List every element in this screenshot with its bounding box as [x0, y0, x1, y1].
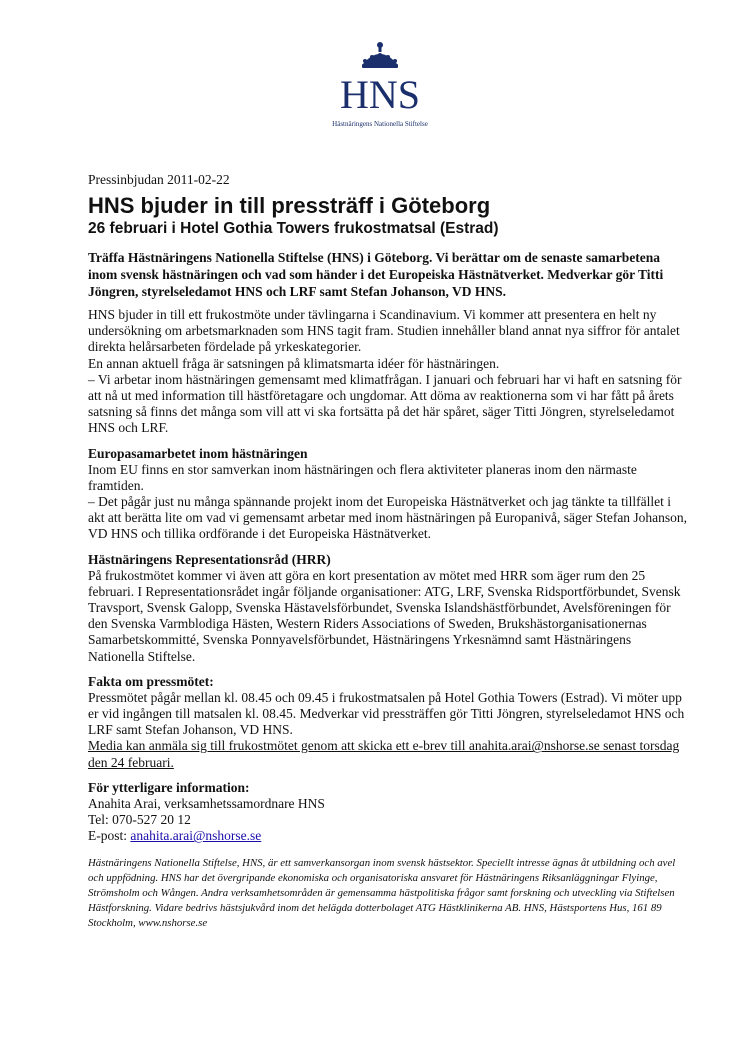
body-paragraph: HNS bjuder in till ett frukostmöte under tävlingarna i Scandinavium. Vi kommer att presentera en helt ny undersökning om arbetsmarknaden som HNS tagit fram. Studien innehåller bland annat nya siffror för antalet direkta helårsarbeten fördelade på yrkeskategorier.: [88, 307, 680, 355]
page-subtitle: 26 februari i Hotel Gothia Towers frukostmatsal (Estrad): [88, 220, 499, 237]
contact-phone: Tel: 070-527 20 12: [88, 812, 191, 828]
body-paragraph: – Vi arbetar inom hästnäringen gemensamt med klimatfrågan. I januari och februari har vi haft en satsning för att nå ut med information till hästföretagare och ungdomar. Att döma av reaktionerna som vi har fått på årets satsning så finns det många som vill att vi ska fortsätta på det här spåret, säger Titti Jöngren, styrelseledamot HNS och LRF.: [88, 371, 682, 436]
footer-note: Hästnäringens Nationella Stiftelse, HNS, är ett samverkansorgan inom svensk hästsektor. Speciellt intresse ägnas åt utbildning och avel och uppfödning. HNS har det övergripande ekonomiska och organisatoriska ansvaret för Hästnäringens Riksanläggningar Flyinge, Strömsholm och Wången. Andra verksamhetsområden är gemensamma hästpolitiska frågor samt forskning och utveckling via Stiftelsen Hästforskning. Vidare bedrivs hästsjukvård inom det helägda dotterbolaget ATG Hästklinikerna AB. HNS, Hästsportens Hus, 161 89 Stockholm, www.nshorse.se: [88, 857, 676, 930]
press-release: [88, 171, 688, 931]
body-paragraph: Pressmötet pågår mellan kl. 08.45 och 09.45 i frukostmatsalen på Hotel Gothia Towers (Estrad). Vi möter upp er vid ingången till matsalen kl. 08.45. Medverkar vid pressträffen gör Titti Jöngren, styrelseledamot HNS och LRF samt Stefan Johanson, VD HNS.: [88, 689, 685, 738]
body-paragraph: – Det pågår just nu många spännande projekt inom det Europeiska Hästnätverket och jag tänkte ta tillfället i akt att berätta lite om vad vi gemensamt arbetar med inom hästnäringen på Europanivå, säger Stefan Johanson, VD HNS och tillika ordförande i det Europeiska Hästnätverket.: [88, 494, 688, 542]
hns-logo: [300, 40, 460, 145]
contact-name: Anahita Arai, verksamhetssamordnare HNS: [88, 795, 325, 811]
contact-email-line: [88, 828, 688, 844]
page-title: HNS bjuder in till pressträff i Göteborg: [88, 193, 491, 218]
section-heading-hrr: Hästnäringens Representationsråd (HRR): [88, 551, 331, 567]
contact-email-link[interactable]: anahita.arai@nshorse.se: [130, 828, 262, 844]
section-heading-contact: För ytterligare information:: [88, 779, 250, 795]
contact-email-label: E-post:: [88, 828, 131, 844]
registration-note: Media kan anmäla sig till frukostmötet genom att skicka ett e-brev till anahita.arai@nshorse.se senast torsdag den 24 februari.: [88, 738, 680, 770]
section-heading-europe: Europasamarbetet inom hästnäringen: [88, 445, 308, 461]
body-paragraph: På frukostmötet kommer vi även att göra en kort presentation av mötet med HRR som äger rum den 25 februari. I Representationsrådet ingår följande organisationer: ATG, LRF, Svenska Ridsportförbundet, Svensk Travsport, Svensk Galopp, Svenska Hästavelsförbundet, Svenska Islandshästförbundet, Avelsföreningen för den Svenska Varmblodiga Hästen, Western Riders Associations of Sweden, Brukshästorganisationernas Samarbetskommitté, Svenska Ponnyavelsförbundet, Hästnäringens Yrkesnämnd samt Hästnäringens Nationella Stiftelse.: [88, 567, 681, 664]
svg-text:HNS: HNS: [339, 72, 421, 117]
logo-subtitle: Hästnäringens Nationella Stiftelse: [332, 120, 428, 128]
section-heading-facts: Fakta om pressmötet:: [88, 673, 214, 689]
lead-paragraph: Träffa Hästnäringens Nationella Stiftelse (HNS) i Göteborg. Vi berättar om de senaste samarbetena inom svensk hästnäringen och vad som händer i det Europeiska Hästnätverket. Medverkar gör Titti Jöngren, styrelseledamot HNS och LRF samt Stefan Johanson, VD HNS.: [88, 250, 664, 299]
body-paragraph: En annan aktuell fråga är satsningen på klimatsmarta idéer för hästnäringen.: [88, 355, 500, 371]
release-date: Pressinbjudan 2011-02-22: [88, 172, 230, 187]
body-paragraph: Inom EU finns en stor samverkan inom hästnäringen och flera aktiviteter planeras inom den närmaste framtiden.: [88, 461, 637, 493]
crown-logo-icon: [335, 40, 425, 118]
